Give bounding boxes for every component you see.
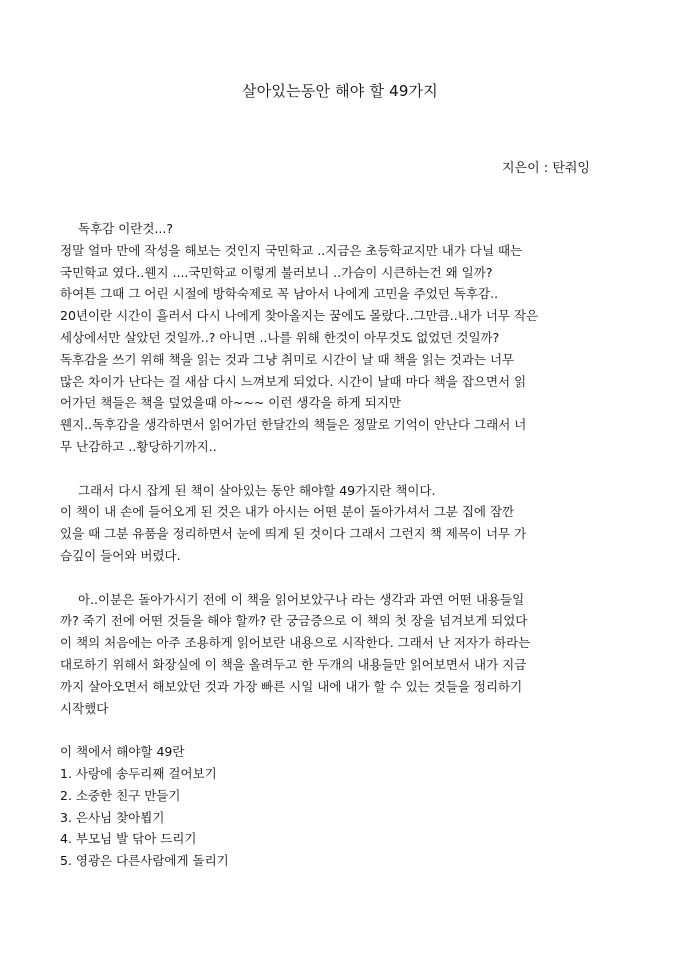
text-line: 까지 살아오면서 해보았던 것과 가장 빠른 시일 내에 내가 할 수 있는 것들을 정리하기 (60, 678, 523, 694)
text-line: 어가던 책들은 책을 덮었을때 아~~~ 이런 생각을 하게 되지만 (60, 395, 401, 411)
text-line: 독후감을 쓰기 위해 책을 읽는 것과 그냥 취미로 시간이 날 때 책을 읽는 것과는 너무 (60, 351, 515, 367)
text-line: 있을 때 그분 유품을 정리하면서 눈에 띄게 된 것이다 그래서 그런지 책 제목이 너무 가 (60, 526, 527, 542)
intro-paragraph (60, 218, 622, 458)
paragraph-gap (60, 567, 622, 589)
list-item: 3. 은사님 찾아뵙기 (60, 809, 165, 825)
intro-heading: 독후감 이란것...? (78, 221, 173, 236)
document-title: 살아있는동안 해야 할 49가지 (242, 82, 438, 100)
text-line: 이 책의 처음에는 아주 조용하게 읽어보란 내용으로 시작한다. 그래서 난 저자가 하라는 (60, 635, 531, 651)
text-line: 많은 차이가 난다는 걸 새삼 다시 느껴보게 되었다. 시간이 날때 마다 책을 잡으면서 읽 (60, 373, 527, 389)
list-heading: 이 책에서 해야할 49란 (60, 744, 185, 760)
text-line: 웬지..독후감을 생각하면서 읽어가던 한달간의 책들은 정말로 기억이 안난다 그래서 너 (60, 417, 527, 433)
text-line: 세상에서만 살았던 것일까..? 아니면 ..나를 위해 한것이 아무것도 없었던 것일까? (60, 329, 500, 345)
text-line: 대로하기 위해서 화장실에 이 책을 올려두고 한 두개의 내용들만 읽어보면서 내가 지금 (60, 656, 527, 672)
text-line: 국민학교 였다..웬지 ....국민학교 이렇게 불러보니 ..가슴이 시큰하는건 왜 일까? (60, 264, 493, 280)
text-line: 무 난감하고 ..황당하기까지.. (60, 438, 217, 454)
author-line: 지은이 : 탄줘잉 (502, 161, 590, 176)
text-line: 이 책이 내 손에 들어오게 된 것은 내가 아시는 어떤 분이 돌아가셔서 그분 집에 잠깐 (60, 504, 515, 520)
list-item: 2. 소중한 친구 만들기 (60, 787, 181, 803)
text-line: 그래서 다시 잡게 된 책이 살아있는 동안 해야할 49가지란 책이다. (78, 482, 436, 498)
text-line: 하여튼 그때 그 어린 시절에 방학숙제로 꼭 남아서 나에게 고민을 주었던 독후감.. (60, 286, 499, 302)
list-section (60, 741, 622, 872)
list-item: 4. 부모님 발 닦아 드리기 (60, 831, 197, 847)
paragraph-gap (60, 719, 622, 741)
paragraph-3 (60, 589, 622, 720)
paragraph-gap (60, 458, 622, 480)
text-line: 정말 얼마 만에 작성을 해보는 것인지 국민학교 ..지금은 초등학교지만 내가 다닐 때는 (60, 242, 523, 258)
list-item: 5. 영광은 다른사람에게 돌리기 (60, 853, 229, 869)
text-line: 아..이분은 돌아가시기 전에 이 책을 읽어보았구나 라는 생각과 과연 어떤 내용들일 (78, 591, 525, 607)
list-item: 1. 사랑에 송두리째 걸어보기 (60, 765, 217, 781)
document-body (60, 218, 622, 872)
text-line: 20년이란 시간이 흘러서 다시 나에게 찾아올지는 꿈에도 몰랐다..그만큼..내가 너무 작은 (60, 308, 539, 324)
text-line: 슴깊이 들어와 버렸다. (60, 547, 181, 563)
text-line: 까? 죽기 전에 어떤 것들을 해야 할까? 란 궁금증으로 이 책의 첫 장을 넘겨보게 되었다 (60, 613, 528, 629)
paragraph-2 (60, 480, 622, 567)
text-line: 시작했다 (60, 700, 109, 716)
list (60, 763, 622, 872)
